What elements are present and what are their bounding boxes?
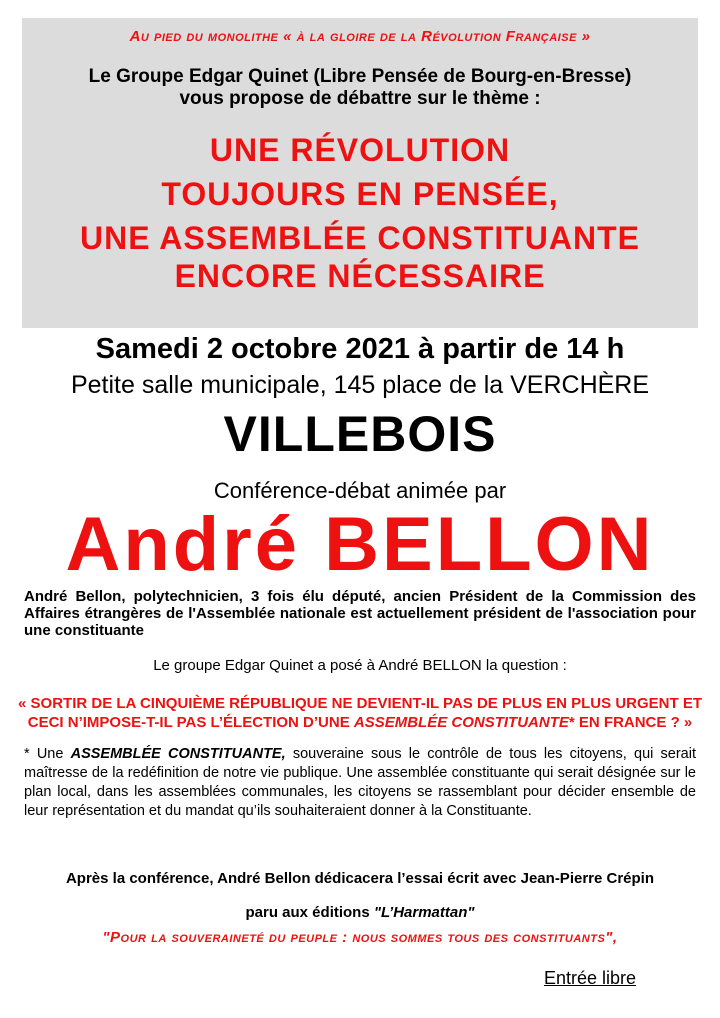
publisher-line: [0, 904, 720, 921]
question-line-1: « SORTIR DE LA CINQUIÈME RÉPUBLIQUE NE DEVIENT-IL PAS DE PLUS EN PLUS URGENT ET: [18, 695, 702, 712]
signing-announcement: Après la conférence, André Bellon dédicacera l’essai écrit avec Jean-Pierre Crépin: [65, 870, 655, 887]
publisher-name: "L’Harmattan": [373, 904, 475, 921]
question-intro: Le groupe Edgar Quinet a posé à André BELLON la question :: [153, 657, 567, 674]
intro-line-2: vous propose de débattre sur le thème :: [179, 88, 541, 109]
question-text: [18, 694, 702, 732]
book-title-quote: "Pour la souveraineté du peuple : nous sommes tous des constituants",: [102, 929, 618, 946]
monolith-kicker: Au pied du monolithe « à la gloire de la Révolution Française »: [129, 28, 591, 45]
organizer-intro: [0, 66, 720, 110]
footnote-term: ASSEMBLÉE CONSTITUANTE,: [70, 746, 286, 762]
event-venue: Petite salle municipale, 145 place de la VERCHÈRE: [70, 371, 650, 399]
led-by-label: Conférence-débat animée par: [213, 478, 507, 503]
footnote-text: souveraine sous le contrôle de tous les citoyens, qui serait maîtresse de la redéfinition de notre vie publique. Une assemblée constituante qui serait désignée sur le plan local, dans les assemblées communales, les citoyens se rassemblant pour décider ensemble de leur représentation et du mandat qu’ils souhaiteraient donner à la Constituante.: [24, 746, 696, 819]
headline-line: UNE ASSEMBLÉE CONSTITUANTE: [80, 220, 640, 256]
question-emphasis: ASSEMBLÉE CONSTITUANTE: [353, 714, 569, 731]
footnote-prefix: * Une: [24, 746, 71, 762]
headline-line: UNE RÉVOLUTION: [209, 132, 511, 168]
question-line-2-start: CECI N’IMPOSE-T-IL PAS L’ÉLECTION D’UNE: [27, 714, 354, 731]
footnote: [24, 745, 696, 821]
headline-line: TOUJOURS EN PENSÉE,: [161, 176, 559, 212]
event-city: VILLEBOIS: [223, 406, 497, 462]
speaker-bio: André Bellon, polytechnicien, 3 fois élu député, ancien Président de la Commission des Affaires étrangères de l'Assemblée nationale est actuellement président de l'association pour une constituante: [24, 588, 696, 639]
publisher-prefix: paru aux éditions: [245, 904, 374, 921]
free-entry-label: Entrée libre: [543, 968, 636, 988]
question-line-2-end: * EN FRANCE ? »: [568, 714, 693, 731]
debate-theme-headline: [0, 128, 720, 292]
event-date: Samedi 2 octobre 2021 à partir de 14 h: [95, 333, 625, 365]
speaker-name: André BELLON: [65, 502, 655, 587]
headline-line: ENCORE NÉCESSAIRE: [174, 258, 546, 294]
question-line-2: [18, 713, 702, 732]
intro-line-1: Le Groupe Edgar Quinet (Libre Pensée de Bourg-en-Bresse): [88, 66, 632, 87]
